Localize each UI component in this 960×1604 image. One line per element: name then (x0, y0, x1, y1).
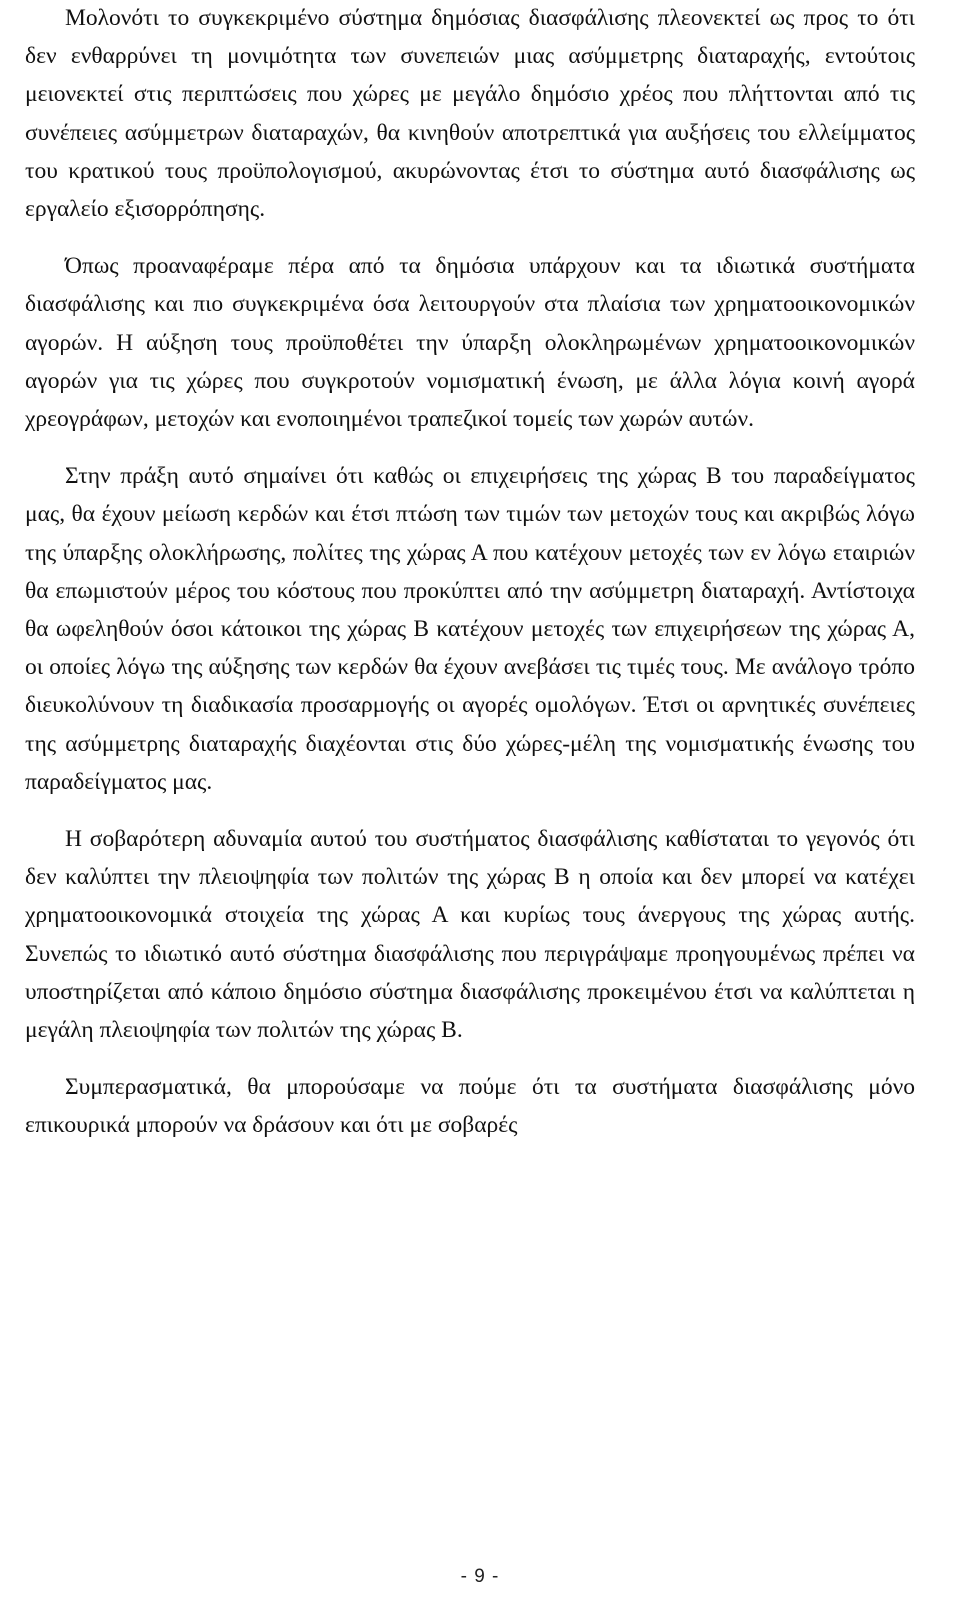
paragraph-practical-example: Στην πράξη αυτό σημαίνει ότι καθώς οι επιχειρήσεις της χώρας Β του παραδείγματος μας, θα έχουν μείωση κερδών και έτσι πτώση των τιμών των μετοχών τους και ακριβώς λόγω της ύπαρξης ολοκλήρωσης, πολίτες της χώρας Α που κατέχουν μετοχές των εν λόγω εταιριών θα επωμιστούν μέρος του κόστους που προκύπτει από την ασύμμετρη διαταραχή. Αντίστοιχα θα ωφεληθούν όσοι κάτοικοι της χώρας Β κατέχουν μετοχές των επιχειρήσεων της χώρας Α, οι οποίες λόγω της αύξησης των κερδών θα έχουν ανεβάσει τις τιμές τους. Με ανάλογο τρόπο διευκολύνουν τη διαδικασία προσαρμογής οι αγορές ομολόγων. Έτσι οι αρνητικές συνέπειες της ασύμμετρης διαταραχής διαχέονται στις δύο χώρες-μέλη της νομισματικής ένωσης του παραδείγματος μας. (25, 463, 915, 795)
paragraph-public-insurance-drawbacks: Μολονότι το συγκεκριμένο σύστημα δημόσιας διασφάλισης πλεονεκτεί ως προς το ότι δεν ενθαρρύνει τη μονιμότητα των συνεπειών μιας ασύμμετρης διαταραχής, εντούτοις μειονεκτεί στις περιπτώσεις που χώρες με μεγάλο δημόσιο χρέος που πλήττονται από τις συνέπειες ασύμμετρων διαταραχών, θα κινηθούν αποτρεπτικά για αυξήσεις του ελλείμματος του κρατικού τους προϋπολογισμού, ακυρώνοντας έτσι το σύστημα αυτό διασφάλισης ως εργαλείο εξισορρόπησης. (25, 5, 915, 223)
paragraph-conclusion: Συμπερασματικά, θα μπορούσαμε να πούμε ότι τα συστήματα διασφάλισης μόνο επικουρικά μπορούν να δράσουν και ότι με σοβαρές (25, 1074, 915, 1139)
page-number: - 9 - (460, 1566, 500, 1587)
paragraph-main-weakness: Η σοβαρότερη αδυναμία αυτού του συστήματος διασφάλισης καθίσταται το γεγονός ότι δεν καλύπτει την πλειοψηφία των πολιτών της χώρας Β η οποία και δεν μπορεί να κατέχει χρηματοοικονομικά στοιχεία της χώρας Α και κυρίως τους άνεργους της χώρας αυτής. Συνεπώς το ιδιωτικό αυτό σύστημα διασφάλισης που περιγράψαμε προηγουμένως πρέπει να υποστηρίζεται από κάποιο δημόσιο σύστημα διασφάλισης προκειμένου έτσι να καλύπτεται η μεγάλη πλειοψηφία των πολιτών της χώρας Β. (25, 826, 915, 1044)
document-page (25, 0, 915, 1145)
paragraph-private-insurance-systems: Όπως προαναφέραμε πέρα από τα δημόσια υπάρχουν και τα ιδιωτικά συστήματα διασφάλισης και πιο συγκεκριμένα όσα λειτουργούν στα πλαίσια των χρηματοοικονομικών αγορών. Η αύξηση τους προϋποθέτει την ύπαρξη ολοκληρωμένων χρηματοοικονομικών αγορών για τις χώρες που συγκροτούν νομισματική ένωση, με άλλα λόγια κοινή αγορά χρεογράφων, μετοχών και ενοποιημένοι τραπεζικοί τομείς των χωρών αυτών. (25, 253, 915, 433)
